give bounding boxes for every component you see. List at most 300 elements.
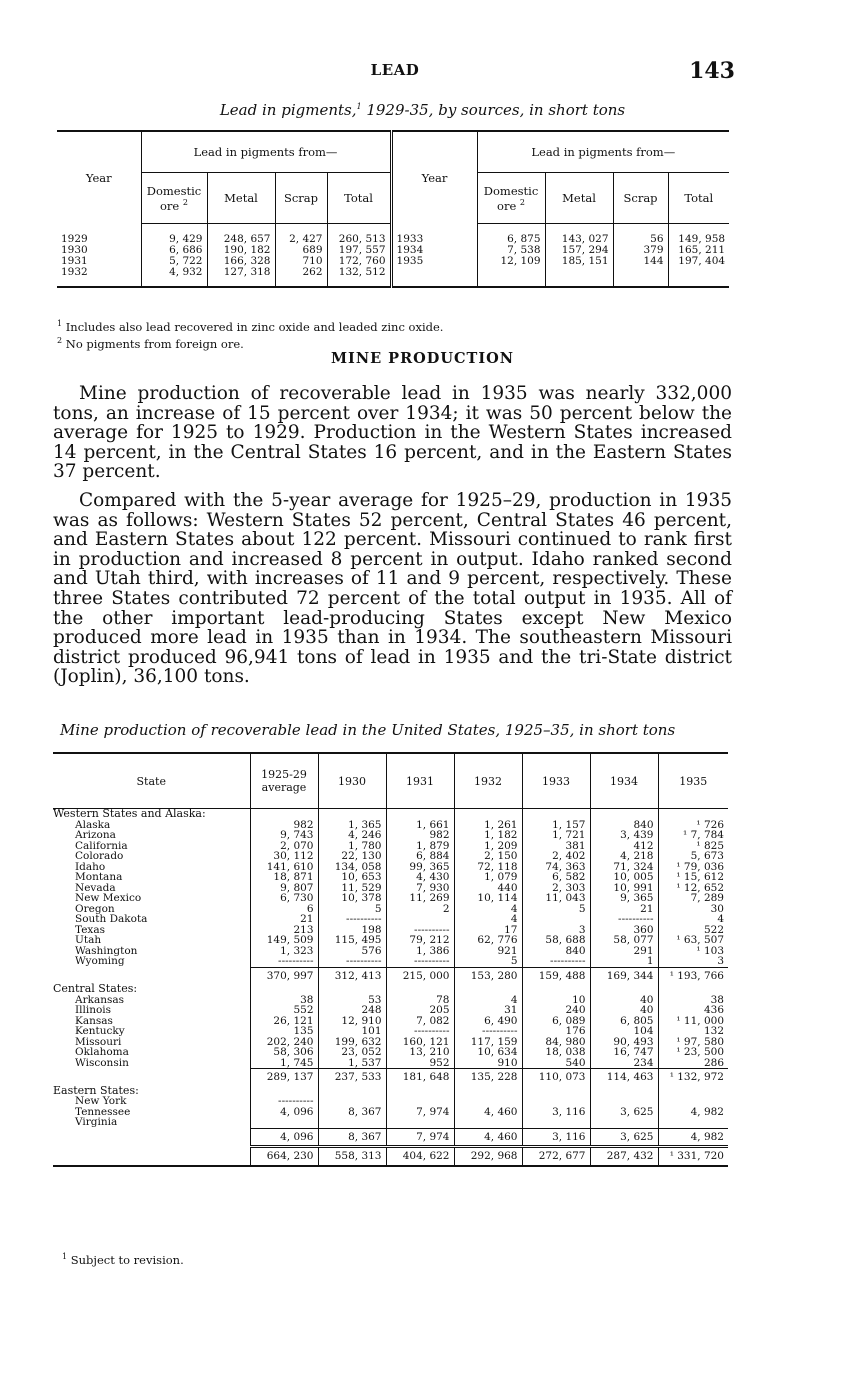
value-cell: 4, 096 xyxy=(250,1107,318,1118)
value-cell: 115, 495 xyxy=(318,935,386,946)
total-cell: ¹ 193, 766 xyxy=(658,967,728,984)
empty-cell xyxy=(590,809,658,820)
value-cell: 6, 730 xyxy=(250,893,318,904)
value-cell: 213 xyxy=(250,925,318,936)
value-cell: 4, 246 xyxy=(318,830,386,841)
value-cell: 160, 121 xyxy=(386,1037,454,1048)
value-cell: 1, 157 xyxy=(522,820,590,831)
value-cell: 6, 089 xyxy=(522,1016,590,1027)
total-cell: 132, 512 xyxy=(327,267,391,287)
value-cell: 135 xyxy=(250,1026,318,1037)
empty-cell xyxy=(522,1086,590,1097)
value-cell: 2, 303 xyxy=(522,883,590,894)
value-cell: 11, 529 xyxy=(318,883,386,894)
value-cell: ¹ 15, 612 xyxy=(658,872,728,883)
running-head xyxy=(55,58,735,82)
state-name: Wyoming xyxy=(75,955,125,968)
col-header-2: 1930 xyxy=(318,753,386,809)
total-cell: 237, 533 xyxy=(318,1069,386,1086)
total-cell: 135, 228 xyxy=(454,1069,522,1086)
value-cell: 40 xyxy=(590,995,658,1006)
empty-cell xyxy=(318,809,386,820)
value-cell: 31 xyxy=(454,1005,522,1016)
total-cell: 215, 000 xyxy=(386,967,454,984)
value-cell: ¹ 103 xyxy=(658,946,728,957)
value-cell: 6, 582 xyxy=(522,872,590,883)
empty-cell xyxy=(522,984,590,995)
state-row xyxy=(53,872,728,883)
page-title: LEAD xyxy=(370,61,420,79)
domestic-cell: 7, 538 xyxy=(477,245,545,256)
state-name: Idaho xyxy=(75,860,106,873)
metal-cell: 248, 657 xyxy=(207,224,275,246)
value-cell xyxy=(522,914,590,925)
state-name: Tennessee xyxy=(75,1105,131,1118)
state-name: Oregon xyxy=(75,902,115,915)
value-cell: 16, 747 xyxy=(590,1047,658,1058)
value-cell: 1, 745 xyxy=(250,1058,318,1069)
value-cell: 11, 043 xyxy=(522,893,590,904)
empty-cell xyxy=(522,809,590,820)
value-cell: ¹ 23, 500 xyxy=(658,1047,728,1058)
value-cell xyxy=(454,1096,522,1107)
value-cell: 3, 116 xyxy=(522,1107,590,1118)
page-number: 143 xyxy=(689,58,735,84)
total-cell: 114, 463 xyxy=(590,1069,658,1086)
value-cell: 360 xyxy=(590,925,658,936)
value-cell: 10, 114 xyxy=(454,893,522,904)
central-label-row xyxy=(53,984,728,995)
central-total-row xyxy=(53,1069,728,1086)
state-row xyxy=(53,1117,728,1128)
col-metal-left: Metal xyxy=(207,173,275,224)
value-cell: 10 xyxy=(522,995,590,1006)
value-cell xyxy=(590,1117,658,1128)
value-cell: 4, 430 xyxy=(386,872,454,883)
value-cell: ---------- xyxy=(250,956,318,967)
value-cell: 30, 112 xyxy=(250,851,318,862)
state-name: Kentucky xyxy=(75,1025,125,1037)
value-cell: 132 xyxy=(658,1026,728,1037)
year-cell: 1932 xyxy=(57,267,141,287)
value-cell xyxy=(590,1096,658,1107)
year-cell: 1933 xyxy=(391,224,477,246)
state-row xyxy=(53,995,728,1006)
value-cell: 576 xyxy=(318,946,386,957)
value-cell: 286 xyxy=(658,1058,728,1069)
value-cell: 6, 490 xyxy=(454,1016,522,1027)
col-header-4: 1932 xyxy=(454,753,522,809)
col-header-5: 1933 xyxy=(522,753,590,809)
total-cell: 7, 974 xyxy=(386,1128,454,1147)
col-metal-right: Metal xyxy=(545,173,613,224)
state-name: California xyxy=(75,839,128,852)
value-cell: ¹ 726 xyxy=(658,820,728,831)
value-cell: 12, 910 xyxy=(318,1016,386,1027)
footnote-2: $^2$ No pigments from foreign ore. xyxy=(57,335,244,351)
value-cell: 982 xyxy=(250,820,318,831)
value-cell: 1, 721 xyxy=(522,830,590,841)
scrap-cell: 144 xyxy=(613,256,668,267)
value-cell: 202, 240 xyxy=(250,1037,318,1048)
value-cell: 4 xyxy=(658,914,728,925)
empty-cell xyxy=(386,1086,454,1097)
eastern-total-row xyxy=(53,1128,728,1147)
value-cell xyxy=(522,1096,590,1107)
domestic-cell: 5, 722 xyxy=(141,256,207,267)
value-cell: 38 xyxy=(658,995,728,1006)
empty-cell xyxy=(590,984,658,995)
value-cell: 4 xyxy=(454,914,522,925)
value-cell: ---------- xyxy=(590,914,658,925)
value-cell: 2, 070 xyxy=(250,841,318,852)
value-cell: 982 xyxy=(386,830,454,841)
value-cell: 7, 082 xyxy=(386,1016,454,1027)
value-cell: 30 xyxy=(658,904,728,915)
value-cell: 10, 005 xyxy=(590,872,658,883)
empty-cell xyxy=(386,984,454,995)
col-scrap-left: Scrap xyxy=(275,173,327,224)
domestic-cell: 9, 429 xyxy=(141,224,207,246)
col-group-left: Lead in pigments from— xyxy=(141,131,391,173)
metal-cell: 166, 328 xyxy=(207,256,275,267)
state-name: Texas xyxy=(75,923,105,936)
value-cell: 1, 209 xyxy=(454,841,522,852)
value-cell: 7, 930 xyxy=(386,883,454,894)
empty-cell xyxy=(658,984,728,995)
group-label: Central States: xyxy=(53,982,138,995)
value-cell: 58, 688 xyxy=(522,935,590,946)
pigments-row xyxy=(57,267,729,287)
value-cell: 921 xyxy=(454,946,522,957)
state-name: Colorado xyxy=(75,850,124,862)
total-cell: 664, 230 xyxy=(250,1147,318,1166)
state-row xyxy=(53,1026,728,1037)
value-cell xyxy=(386,1117,454,1128)
value-cell: 10, 991 xyxy=(590,883,658,894)
state-name: Kansas xyxy=(75,1014,113,1027)
pigments-table xyxy=(57,130,729,288)
total-cell xyxy=(668,267,729,287)
value-cell: 13, 210 xyxy=(386,1047,454,1058)
value-cell: 198 xyxy=(318,925,386,936)
total-cell: 4, 460 xyxy=(454,1128,522,1147)
pigments-footnotes xyxy=(57,317,443,351)
value-cell: 2, 150 xyxy=(454,851,522,862)
value-cell: 2, 402 xyxy=(522,851,590,862)
value-cell: 540 xyxy=(522,1058,590,1069)
state-name: Oklahoma xyxy=(75,1046,129,1058)
scrap-cell: 710 xyxy=(275,256,327,267)
value-cell xyxy=(318,1117,386,1128)
empty-cell xyxy=(454,984,522,995)
value-cell: 412 xyxy=(590,841,658,852)
scrap-cell: 262 xyxy=(275,267,327,287)
value-cell: 78 xyxy=(386,995,454,1006)
value-cell: 234 xyxy=(590,1058,658,1069)
value-cell: ---------- xyxy=(318,914,386,925)
footnote-1: $^1$ Includes also lead recovered in zinc oxide and leaded zinc oxide. xyxy=(57,319,444,334)
value-cell: 291 xyxy=(590,946,658,957)
col-total-left: Total xyxy=(327,173,391,224)
state-row xyxy=(53,1107,728,1118)
total-label xyxy=(53,1128,250,1147)
state-row xyxy=(53,893,728,904)
empty-cell xyxy=(386,809,454,820)
value-cell: 71, 324 xyxy=(590,862,658,873)
value-cell: 9, 807 xyxy=(250,883,318,894)
year-cell: 1935 xyxy=(391,256,477,267)
state-row xyxy=(53,851,728,862)
total-cell: 159, 488 xyxy=(522,967,590,984)
value-cell: 38 xyxy=(250,995,318,1006)
value-cell xyxy=(318,1096,386,1107)
value-cell: 176 xyxy=(522,1026,590,1037)
value-cell: 7, 289 xyxy=(658,893,728,904)
total-cell: 404, 622 xyxy=(386,1147,454,1166)
value-cell: ¹ 12, 652 xyxy=(658,883,728,894)
total-cell: 292, 968 xyxy=(454,1147,522,1166)
total-cell: 153, 280 xyxy=(454,967,522,984)
value-cell: 21 xyxy=(590,904,658,915)
value-cell: 1, 079 xyxy=(454,872,522,883)
total-cell: 260, 513 xyxy=(327,224,391,246)
col-header-3: 1931 xyxy=(386,753,454,809)
state-name: Arkansas xyxy=(75,993,125,1006)
value-cell xyxy=(658,1117,728,1128)
metal-cell: 190, 182 xyxy=(207,245,275,256)
value-cell: 5 xyxy=(318,904,386,915)
value-cell: 910 xyxy=(454,1058,522,1069)
value-cell: 5 xyxy=(454,956,522,967)
pigments-row xyxy=(57,256,729,267)
value-cell xyxy=(386,914,454,925)
value-cell xyxy=(522,1117,590,1128)
value-cell: 1 xyxy=(590,956,658,967)
value-cell: ---------- xyxy=(386,1026,454,1037)
value-cell: 17 xyxy=(454,925,522,936)
empty-cell xyxy=(250,984,318,995)
state-name: South Dakota xyxy=(75,913,148,925)
scrap-cell: 56 xyxy=(613,224,668,246)
value-cell xyxy=(250,1117,318,1128)
state-name: Washington xyxy=(75,944,138,957)
value-cell: 101 xyxy=(318,1026,386,1037)
scrap-cell xyxy=(613,267,668,287)
total-cell: 370, 997 xyxy=(250,967,318,984)
metal-cell xyxy=(545,267,613,287)
value-cell: 104 xyxy=(590,1026,658,1037)
value-cell: 840 xyxy=(590,820,658,831)
value-cell: 4 xyxy=(454,995,522,1006)
col-header-7: 1935 xyxy=(658,753,728,809)
value-cell: 9, 365 xyxy=(590,893,658,904)
state-row xyxy=(53,946,728,957)
state-name: Montana xyxy=(75,871,123,883)
value-cell: 134, 058 xyxy=(318,862,386,873)
year-cell xyxy=(391,267,477,287)
year-cell: 1929 xyxy=(61,232,88,245)
grand-total-row xyxy=(53,1147,728,1166)
state-name: Nevada xyxy=(75,881,116,894)
scrap-cell: 689 xyxy=(275,245,327,256)
total-cell: 287, 432 xyxy=(590,1147,658,1166)
empty-cell xyxy=(318,984,386,995)
empty-cell xyxy=(454,809,522,820)
value-cell: 117, 159 xyxy=(454,1037,522,1048)
value-cell: 1, 537 xyxy=(318,1058,386,1069)
empty-cell xyxy=(454,1086,522,1097)
pigments-row xyxy=(57,245,729,256)
col-year-right: Year xyxy=(391,131,477,224)
value-cell: 1, 323 xyxy=(250,946,318,957)
value-cell: 22, 130 xyxy=(318,851,386,862)
empty-cell xyxy=(250,809,318,820)
value-cell: ---------- xyxy=(386,925,454,936)
value-cell: 10, 378 xyxy=(318,893,386,904)
value-cell: 79, 212 xyxy=(386,935,454,946)
metal-cell: 127, 318 xyxy=(207,267,275,287)
total-cell: 8, 367 xyxy=(318,1128,386,1147)
state-name: Arizona xyxy=(75,829,116,841)
value-cell: 23, 052 xyxy=(318,1047,386,1058)
total-cell: 169, 344 xyxy=(590,967,658,984)
value-cell: 6 xyxy=(250,904,318,915)
value-cell: 10, 634 xyxy=(454,1047,522,1058)
value-cell: 62, 776 xyxy=(454,935,522,946)
eastern-label-row xyxy=(53,1086,728,1097)
value-cell: 1, 386 xyxy=(386,946,454,957)
value-cell: 1, 661 xyxy=(386,820,454,831)
value-cell: 26, 121 xyxy=(250,1016,318,1027)
total-cell: 110, 073 xyxy=(522,1069,590,1086)
value-cell: 840 xyxy=(522,946,590,957)
state-row xyxy=(53,914,728,925)
value-cell: 21 xyxy=(250,914,318,925)
total-cell: 197, 404 xyxy=(668,256,729,267)
col-group-right: Lead in pigments from— xyxy=(477,131,729,173)
value-cell: 2 xyxy=(386,904,454,915)
value-cell: 240 xyxy=(522,1005,590,1016)
state-name: Alaska xyxy=(75,818,111,831)
total-cell: 3, 625 xyxy=(590,1128,658,1147)
value-cell: 53 xyxy=(318,995,386,1006)
value-cell: 3, 625 xyxy=(590,1107,658,1118)
col-total-right: Total xyxy=(668,173,729,224)
empty-cell xyxy=(318,1086,386,1097)
total-label xyxy=(53,1069,250,1086)
value-cell: 11, 269 xyxy=(386,893,454,904)
value-cell: 522 xyxy=(658,925,728,936)
value-cell: 440 xyxy=(454,883,522,894)
total-cell: ¹ 331, 720 xyxy=(658,1147,728,1166)
value-cell: ---------- xyxy=(522,956,590,967)
year-cell: 1934 xyxy=(391,245,477,256)
year-cell: 1931 xyxy=(61,255,88,267)
value-cell xyxy=(454,1117,522,1128)
value-cell: 952 xyxy=(386,1058,454,1069)
col-scrap-right: Scrap xyxy=(613,173,668,224)
value-cell: 6, 884 xyxy=(386,851,454,862)
value-cell: 5, 673 xyxy=(658,851,728,862)
total-cell: 4, 982 xyxy=(658,1128,728,1147)
state-name: New York xyxy=(75,1095,127,1107)
total-cell: 172, 760 xyxy=(327,256,391,267)
group-label: Eastern States: xyxy=(53,1083,139,1097)
state-name: Illinois xyxy=(75,1004,112,1016)
value-cell: 1, 780 xyxy=(318,841,386,852)
production-table xyxy=(53,752,728,1167)
value-cell: 58, 306 xyxy=(250,1047,318,1058)
value-cell: ¹ 97, 580 xyxy=(658,1037,728,1048)
value-cell: 381 xyxy=(522,841,590,852)
value-cell: 4, 218 xyxy=(590,851,658,862)
value-cell: 4, 982 xyxy=(658,1107,728,1118)
state-name: Wisconsin xyxy=(75,1056,129,1069)
metal-cell: 157, 294 xyxy=(545,245,613,256)
value-cell: 4, 460 xyxy=(454,1107,522,1118)
group-label: Western States and Alaska: xyxy=(53,807,206,820)
value-cell: 5 xyxy=(522,904,590,915)
value-cell: 141, 610 xyxy=(250,862,318,873)
value-cell: ¹ 63, 507 xyxy=(658,935,728,946)
value-cell: ---------- xyxy=(386,956,454,967)
state-row xyxy=(53,1005,728,1016)
domestic-cell: 6, 875 xyxy=(477,224,545,246)
value-cell: 1, 261 xyxy=(454,820,522,831)
value-cell: 3 xyxy=(522,925,590,936)
paragraph-2: Compared with the 5-year average for 1925–29, production in 1935 was as follows: Western States 52 percent, Central States 46 percent, and Eastern States about 122 percent. Missouri continued to rank first in production and increased 8 percent in output. Idaho ranked second and Utah third, with increases of 11 and 9 percent, respectively. These three States contributed 72 percent of the total output in 1935. All of the other important lead-producing States except New Mexico produced more lead in 1935 than in 1934. The southeastern Missouri district produced 96,941 tons of lead in 1935 and the tri-State district (Joplin), 36,100 tons. xyxy=(53,490,732,688)
value-cell: ¹ 825 xyxy=(658,841,728,852)
col-domestic-right: Domestic ore $^2$ xyxy=(477,173,545,224)
western-label-row xyxy=(53,809,728,820)
production-table-caption: Mine production of recoverable lead in the United States, 1925–35, in short tons xyxy=(60,721,676,739)
value-cell: 1, 365 xyxy=(318,820,386,831)
value-cell: 1, 879 xyxy=(386,841,454,852)
total-cell: 558, 313 xyxy=(318,1147,386,1166)
state-name: Missouri xyxy=(75,1035,122,1048)
domestic-cell: 6, 686 xyxy=(141,245,207,256)
domestic-cell: 12, 109 xyxy=(477,256,545,267)
state-row xyxy=(53,1096,728,1107)
state-name: Virginia xyxy=(75,1116,118,1129)
value-cell: 552 xyxy=(250,1005,318,1016)
value-cell: ---------- xyxy=(250,1096,318,1107)
western-total-row xyxy=(53,967,728,984)
metal-cell: 143, 027 xyxy=(545,224,613,246)
production-footnote: $^1$ Subject to revision. xyxy=(62,1252,184,1267)
total-cell: 149, 958 xyxy=(668,224,729,246)
value-cell: 18, 038 xyxy=(522,1047,590,1058)
state-name: Utah xyxy=(75,934,102,946)
value-cell: 40 xyxy=(590,1005,658,1016)
total-cell: ¹ 132, 972 xyxy=(658,1069,728,1086)
empty-cell xyxy=(658,809,728,820)
scrap-cell: 379 xyxy=(613,245,668,256)
metal-cell: 185, 151 xyxy=(545,256,613,267)
value-cell: 199, 632 xyxy=(318,1037,386,1048)
state-name: New Mexico xyxy=(75,892,142,904)
total-cell: 165, 211 xyxy=(668,245,729,256)
total-cell: 312, 413 xyxy=(318,967,386,984)
value-cell: 58, 077 xyxy=(590,935,658,946)
col-header-0: State xyxy=(53,753,250,809)
domestic-cell: 4, 932 xyxy=(141,267,207,287)
state-row xyxy=(53,1016,728,1027)
state-row xyxy=(53,1058,728,1069)
value-cell: ---------- xyxy=(454,1026,522,1037)
value-cell: 205 xyxy=(386,1005,454,1016)
